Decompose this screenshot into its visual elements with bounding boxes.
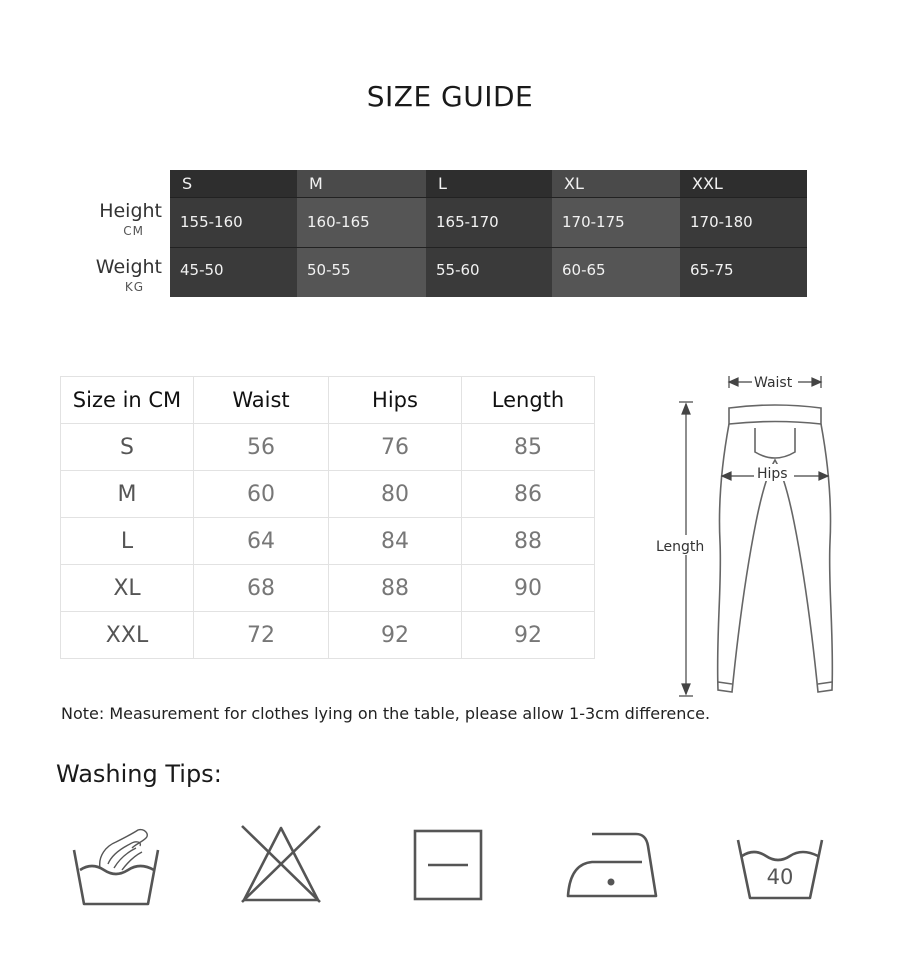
weight-value: 60-65 xyxy=(562,261,606,279)
table-header-row xyxy=(61,377,595,424)
header-waist: Waist xyxy=(194,377,329,424)
size-cell: XXL xyxy=(61,612,194,659)
gusset-outline xyxy=(755,428,795,458)
table-row xyxy=(61,612,595,659)
waist-label: Waist xyxy=(754,375,793,391)
size-cell: XL xyxy=(61,565,194,612)
weight-row-label xyxy=(70,256,162,294)
weight-value: 55-60 xyxy=(436,261,480,279)
page-title: SIZE GUIDE xyxy=(366,80,534,113)
hand-wash-icon xyxy=(70,820,162,910)
size-column-m xyxy=(297,170,426,297)
length-cell: 90 xyxy=(462,565,595,612)
size-column-l xyxy=(426,170,552,297)
size-header: XL xyxy=(552,170,680,197)
size-cell: M xyxy=(61,471,194,518)
measurement-table xyxy=(60,376,595,659)
table-row xyxy=(61,424,595,471)
height-unit: CM xyxy=(123,224,144,238)
table-row xyxy=(61,565,595,612)
wash-temperature: 40 xyxy=(766,865,794,889)
weight-label: Weight xyxy=(95,256,162,278)
hips-cell: 92 xyxy=(329,612,462,659)
length-cell: 86 xyxy=(462,471,595,518)
height-value: 165-170 xyxy=(436,213,499,231)
washing-tips-title: Washing Tips: xyxy=(56,760,222,788)
weight-value: 50-55 xyxy=(307,261,351,279)
divider xyxy=(170,247,807,248)
weight-unit: KG xyxy=(124,280,144,294)
measurement-note: Note: Measurement for clothes lying on the table, please allow 1-3cm difference. xyxy=(61,704,711,723)
hips-cell: 84 xyxy=(329,518,462,565)
weight-value: 45-50 xyxy=(180,261,224,279)
do-not-bleach-icon xyxy=(238,820,324,904)
waist-cell: 64 xyxy=(194,518,329,565)
hips-cell: 80 xyxy=(329,471,462,518)
size-header: S xyxy=(170,170,297,197)
dry-flat-icon xyxy=(412,828,484,902)
waistband-outline xyxy=(729,405,821,424)
hips-cell: 88 xyxy=(329,565,462,612)
header-hips: Hips xyxy=(329,377,462,424)
leggings-diagram xyxy=(650,372,850,702)
size-cell: S xyxy=(61,424,194,471)
height-value: 170-175 xyxy=(562,213,625,231)
size-header: L xyxy=(426,170,552,197)
length-cell: 88 xyxy=(462,518,595,565)
header-length: Length xyxy=(462,377,595,424)
height-label: Height xyxy=(99,200,162,222)
size-chart-grid xyxy=(170,170,807,297)
waist-cell: 72 xyxy=(194,612,329,659)
size-header: XXL xyxy=(680,170,807,197)
table-row xyxy=(61,471,595,518)
hips-label: Hips xyxy=(757,466,788,482)
hips-cell: 76 xyxy=(329,424,462,471)
size-column-xl xyxy=(552,170,680,297)
size-column-xxl xyxy=(680,170,807,297)
height-value: 160-165 xyxy=(307,213,370,231)
height-value: 155-160 xyxy=(180,213,243,231)
header-size: Size in CM xyxy=(61,377,194,424)
waist-cell: 60 xyxy=(194,471,329,518)
size-cell: L xyxy=(61,518,194,565)
length-cell: 92 xyxy=(462,612,595,659)
waist-cell: 68 xyxy=(194,565,329,612)
size-header: M xyxy=(297,170,426,197)
length-cell: 85 xyxy=(462,424,595,471)
iron-low-heat-icon xyxy=(564,828,662,900)
weight-value: 65-75 xyxy=(690,261,734,279)
table-row xyxy=(61,518,595,565)
length-label: Length xyxy=(656,539,705,555)
divider xyxy=(170,197,807,198)
wash-40-icon xyxy=(734,836,826,902)
height-value: 170-180 xyxy=(690,213,753,231)
waist-cell: 56 xyxy=(194,424,329,471)
height-row-label xyxy=(70,200,162,238)
size-column-s xyxy=(170,170,297,297)
